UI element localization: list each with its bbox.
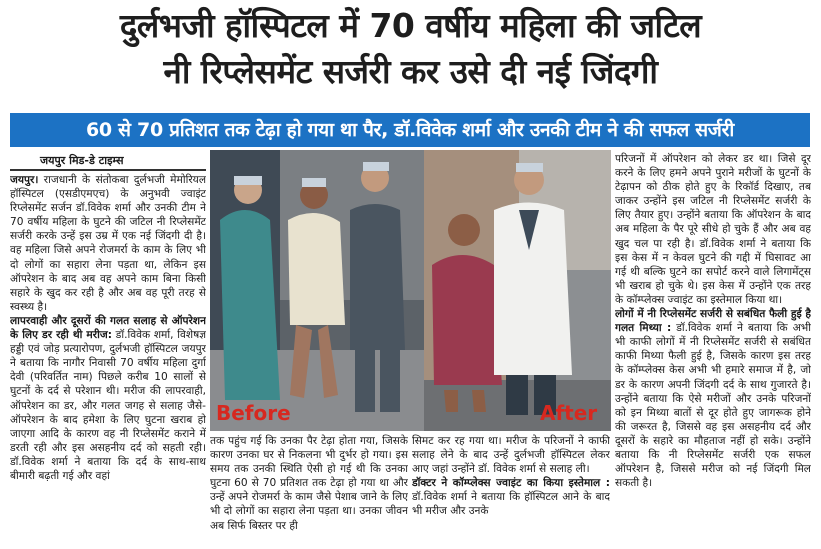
byline-text: जयपुर मिड-डे टाइम्स <box>40 154 124 167</box>
before-label: Before <box>216 401 291 425</box>
subheading: लापरवाही और दूसरों की गलत सलाह से ऑपरेशन के लिए डर रही थी मरीज: <box>10 314 206 342</box>
headline-line-2: नी रिप्लेसमेंट सर्जरी कर उसे दी नई जिंदगी <box>163 52 658 91</box>
paragraph <box>10 173 206 314</box>
paragraph: परिजनों में ऑपरेशन को लेकर डर था। जिसे दूर करने के लिए हमने अपने पुराने मरीजों के घुटनों के टेढ़ापन को ठीक होते हुए के रिकॉर्ड दिखाए, तब जाकर उन्होंने इस जटिल नी रिप्लेसमेंट सर्जरी के लिए तैयार हुए। उन्होंने बताया कि ऑपरेशन के बाद अब महिला के पैर पूरे सीधे हो चुके हैं और अब वह खुद चल पा रही है। डॉ.विवेक शर्मा ने बताया कि इस केस में न केवल घुटने की गद्दी में घिसावट आ गई थी बल्कि घुटने का सपोर्ट करने वाले लिगामेंट्स भी खराब हो चुके थे। इस केस में उन्होंने एक तरह के कॉम्प्लेक्स ज्वाइंट का इस्तेमाल किया था। <box>615 153 811 306</box>
headline-line-1: दुर्लभजी हॉस्पिटल में 70 वर्षीय महिला की जटिल <box>119 6 702 45</box>
paragraph <box>615 307 811 490</box>
subheadline-banner: 60 से 70 प्रतिशत तक टेढ़ा हो गया था पैर, डॉ.विवेक शर्मा और उनकी टीम ने की सफल सर्जरी <box>10 113 810 147</box>
paragraph-text: राजधानी के संतोकबा दुर्लभजी मेमोरियल हॉस्पिटल (एसडीएमएच) के अनुभवी ज्वाइंट रिप्लेसमेंट सर्जन डॉ.विवेक शर्मा और उनकी टीम ने 70 वर्षीय महिला के घुटने की जटिल नी रिप्लेसमेंट सर्जरी करके उन्हें इस उम्र में एक नई जिंदगी दी है। वह महिला जिसे अपने रोजमर्रा के काम के लिए भी दो लोगों का सहारा लेना पड़ता था, लेकिन इस ऑपरेशन के बाद अब वह अपने काम बिना किसी सहारे के खुद कर रही है और अब वह पूरी तरह से स्वस्थ्य है। <box>10 174 206 313</box>
subheading: डॉक्टर ने कॉम्प्लेक्स ज्वाइंट का किया इस्तेमाल : <box>412 477 610 490</box>
before-photo <box>210 150 424 431</box>
article-column-1 <box>10 173 206 545</box>
paragraph <box>412 476 610 518</box>
paragraph-text: डॉ.विवेक शर्मा, विशेषज्ञ हड्डी एवं जोड़ प्रत्यारोपण, दुर्लभजी हॉस्पिटल जयपुर ने बताया कि नागौर निवासी 70 वर्षीय महिला दुर्गा देवी (परिवर्तित नाम) पिछले करीब 10 सालों से घुटनों के दर्द से परेशान थी। मरीज की लापरवाही, ऑपरेशन का डर, और गलत जगह से सलाह जैसे- ऑपरेशन के बाद हमेशा के लिए घुटना खराब हो जाएगा आदि के कारण वह नी रिप्लेसमेंट कराने में डरती रही और इस असहनीय दर्द को सहती रही। डॉ.विवेक शर्मा ने बताया कि दर्द के साथ-साथ बीमारी बढ़ती गई और वहां <box>10 329 206 482</box>
paragraph: तक पहुंच गई कि उनका पैर टेढ़ा होता गया, जिसके कारण उनका घर से निकलना भी दुर्भर हो गया। इस समय तक उनकी स्थिति ऐसी हो गई थी कि उनका घुटना 60 से 70 प्रतिशत तक टेढ़ा हो गया था और उन्हें अपने रोजमर्रा के काम जैसे पेशाब जाने के लिए भी दो लोगों का सहारा लेना पड़ता था। उनका जीवन अब सिर्फ बिस्तर पर ही <box>210 435 408 532</box>
before-after-photo <box>210 150 611 431</box>
dateline: जयपुर। <box>10 174 39 186</box>
article-column-4 <box>615 152 811 546</box>
after-photo <box>424 150 611 431</box>
after-label: After <box>540 401 598 425</box>
article-column-2 <box>210 434 408 547</box>
paragraph-text: डॉ.विवेक शर्मा ने बताया कि हॉस्पिटल आने के बाद भी मरीज और उनके <box>412 491 610 518</box>
subheading: लोगों में नी रिप्लेसमेंट सर्जरी से सबंधित फैली हुई है गलत मिथ्या : <box>615 308 811 335</box>
paragraph: सिमट कर रह गया था। मरीज के परिजनों ने काफी सलाह लेने के बाद उन्हें दुर्लभजी हॉस्पिटल लेकर आए जहां उन्होंने डॉ. विवेक शर्मा से सलाह ली। <box>412 435 610 476</box>
paragraph <box>10 314 206 483</box>
paragraph-text: डॉ.विवेक शर्मा ने बताया कि अभी भी काफी लोगों में नी रिप्लेसमेंट सर्जरी से सबंधित काफी मिथ्या फैली हुई है, जिसके कारण इस तरह के कॉम्प्लेक्स केस अभी भी हमारे समाज में है, जो डर के कारण अपनी जिंदगी दर्द के साथ गुजारते है। उन्होंने बताया कि ऐसे मरीजों और उनके परिजनों को इन मिथ्या बातों से दूर होते हुए जागरूक होने की जरूरत है, जिससे वह इस असहनीय दर्द और दूसरों के सहारे का मौहताज नहीं हो सके। उन्होंने बताया कि नी रिप्लेसमेंट सर्जरी एक सफल ऑपरेशन है, जिससे मरीज को नई जिंदगी मिल सकती है। <box>615 322 811 490</box>
byline <box>10 153 206 171</box>
article-column-3 <box>412 434 610 547</box>
